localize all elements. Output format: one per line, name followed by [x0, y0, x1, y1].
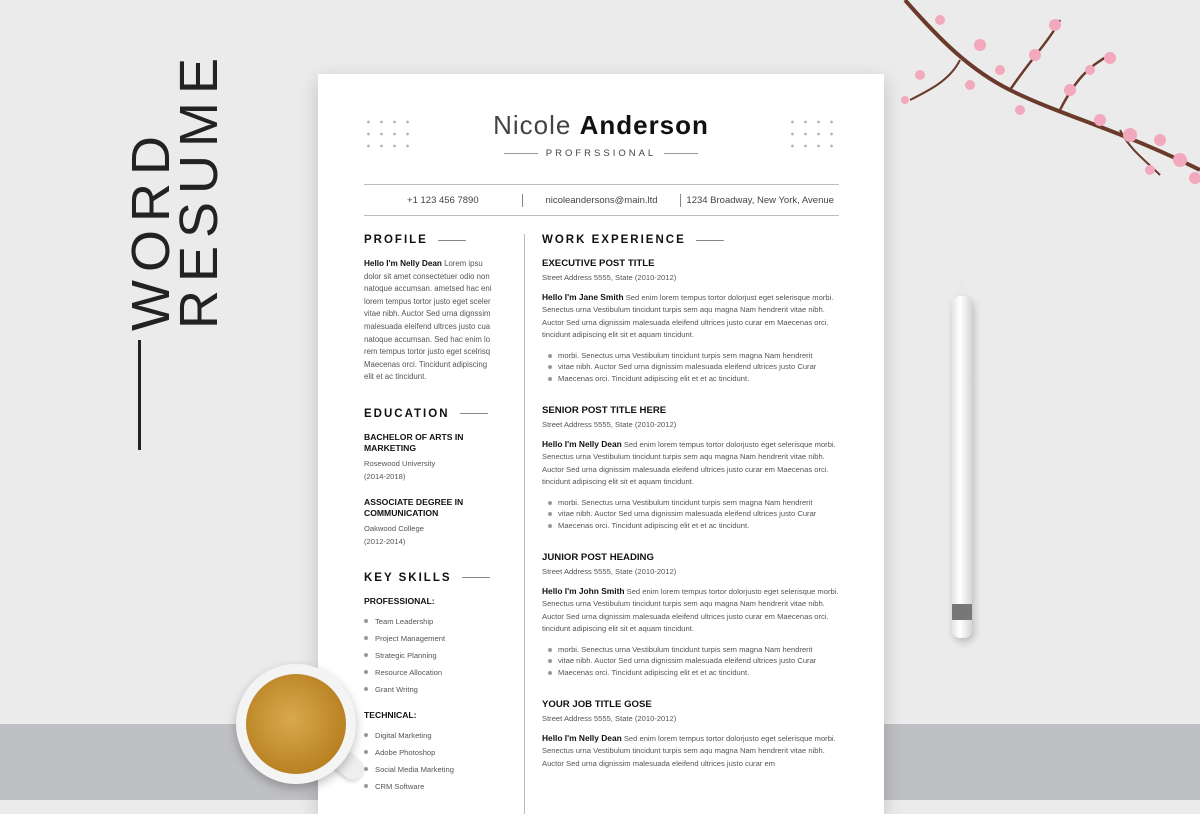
profile-text [364, 258, 498, 384]
side-divider [138, 340, 141, 450]
stylus-tip [955, 278, 969, 298]
resume-page [318, 74, 884, 814]
years: (2014-2018) [364, 471, 406, 481]
column-divider [524, 234, 525, 814]
degree-title: BACHELOR OF ARTS IN MARKETING [364, 431, 464, 454]
address: 1234 Broadway, New York, Avenue [686, 194, 834, 206]
skill-item: CRM Software [364, 778, 498, 795]
job-title: EXECUTIVE POST TITLE [542, 258, 655, 269]
cherry-blossom-branch [860, 0, 1200, 200]
job-bullets [542, 350, 842, 385]
stylus-pencil [952, 296, 972, 638]
years: (2012-2014) [364, 536, 406, 546]
skills-heading: KEY SKILLS [364, 572, 498, 584]
job-bullet: vitae nibh. Auctor Sed urna dignissim malesuada eleifend ultrices justo Curar [558, 361, 842, 373]
first-name: Nicole [493, 110, 572, 140]
school: Rosewood University [364, 458, 436, 468]
skill-item: Digital Marketing [364, 727, 498, 744]
last-name: Anderson [579, 110, 709, 140]
email: nicoleandersons@main.ltd [545, 194, 658, 206]
job-bullet: morbi. Senectus urna Vestibulum tincidunt turpis sem magna Nam hendrerit [558, 497, 842, 509]
job-description [542, 732, 842, 770]
job-bullet: Maecenas orci. Tincidunt adipiscing elit et et ac tincidunt. [558, 520, 842, 532]
job-description [542, 438, 842, 489]
job-bullet: Maecenas orci. Tincidunt adipiscing elit et et ac tincidunt. [558, 373, 842, 385]
job-greeting: Hello I'm Nelly Dean [542, 733, 622, 744]
skill-item: Project Management [364, 630, 498, 647]
skill-item: Team Leadership [364, 613, 498, 630]
degree-title: ASSOCIATE DEGREE IN COMMUNICATION [364, 496, 464, 519]
job-title: SENIOR POST TITLE HERE [542, 405, 667, 417]
skill-item: Grant Writng [364, 681, 498, 698]
skill-item: Strategic Planning [364, 647, 498, 664]
candidate-subtitle [318, 148, 884, 159]
contact-bar [364, 184, 839, 216]
job-bullet: morbi. Senectus urna Vestibulum tincidunt turpis sem magna Nam hendrerit [558, 644, 842, 656]
education-item [364, 432, 498, 483]
job-greeting: Hello I'm John Smith [542, 586, 625, 597]
professional-skills-label: PROFESSIONAL: [364, 595, 435, 606]
job-title: JUNIOR POST HEADING [542, 552, 654, 564]
left-column [364, 234, 498, 795]
resume-label: RESUME [169, 49, 229, 329]
job-bullet: vitae nibh. Auctor Sed urna dignissim malesuada eleifend ultrices justo Curar [558, 508, 842, 520]
stylus-band [952, 604, 972, 620]
job-desc-text: Sed enim lorem tempus tortor dolorjust eget selerisque morbi. Senectus urna Vestibulum tincidunt turpis sem aqu magna Nam hendrerit vitae nibh. Auctor Sed urna dignissim malesuada eleifend ultrices justo curar em Maecenas orci. tincidunt adipiscing elit sit et aquam tincidunt. [542, 293, 834, 340]
job-entry [542, 405, 842, 532]
job-title: YOUR JOB TITLE GOSE [542, 699, 652, 711]
job-bullet: morbi. Senectus urna Vestibulum tincidunt turpis sem magna Nam hendrerit [558, 350, 842, 362]
education-item [364, 497, 498, 548]
job-address: Street Address 5555, State (2010-2012) [542, 273, 677, 282]
profile-heading: PROFILE [364, 234, 498, 246]
job-bullets [542, 497, 842, 532]
profile-body: Lorem ipsu dolor sit amet consectetuer odio non natoque accumsan. ametsed hac eni lorem tempus tortor justo eget sceler vitae nibh. Auctor Sed urna dignssim malesuada eleifend ultrces justo cua natoque accumsan. Sed hac enim lo rem tempus tortor justo eget scelrisq Maecenas orci. Tincidunt adipiscing elit et ac tincidunt. [364, 259, 492, 382]
job-greeting: Hello I'm Jane Smith [542, 292, 624, 302]
candidate-name [318, 110, 884, 141]
job-address: Street Address 5555, State (2010-2012) [542, 714, 677, 724]
job-entry [542, 552, 842, 679]
word-label: WORD [121, 128, 181, 331]
job-entry [542, 699, 842, 770]
skill-item: Social Media Marketing [364, 761, 498, 778]
right-column [542, 234, 842, 770]
job-bullet: vitae nibh. Auctor Sed urna dignissim malesuada eleifend ultrices justo Curar [558, 655, 842, 667]
job-description [542, 585, 842, 636]
job-address: Street Address 5555, State (2010-2012) [542, 567, 677, 577]
technical-skills-label: TECHNICAL: [364, 709, 417, 720]
profile-greeting: Hello I'm Nelly Dean [364, 259, 442, 268]
job-desc-text: Sed enim lorem tempus tortor dolorjusto eget selerisque morbi. Senectus urna Vestibulum tincidunt turpis sem aqu magna Nam hendrerit vitae nibh. Auctor Sed urna dignissim malesuada eleifend ultrices justo curar em [542, 734, 836, 768]
education-heading: EDUCATION [364, 408, 498, 420]
subtitle-text: PROFRSSIONAL [545, 148, 657, 159]
experience-heading: WORK EXPERIENCE [542, 234, 842, 246]
job-greeting: Hello I'm Nelly Dean [542, 439, 622, 450]
job-desc-text: Sed enim lorem tempus tortor dolorjusto eget selerisque morbi. Senectus urna Vestibulum tincidunt turpis sem aqu magna Nam hendrerit vitae nibh. Auctor Sed urna dignissim malesuada eleifend ultrices justo curar em Maecenas orci. tincidunt adipiscing elit sit et aquam tincidunt. [542, 587, 839, 634]
school: Oakwood College [364, 523, 424, 533]
coffee-cup [236, 664, 356, 784]
job-description [542, 291, 842, 342]
job-desc-text: Sed enim lorem tempus tortor dolorjusto eget selerisque morbi. Senectus urna Vestibulum tincidunt turpis sem aqu magna Nam hendrerit vitae nibh. Auctor Sed urna dignissim malesuada eleifend ultrices justo curar em Maecenas orci. tincidunt adipiscing elit sit et aquam tincidunt. [542, 440, 836, 487]
side-title [0, 0, 260, 800]
coffee [246, 674, 346, 774]
phone: +1 123 456 7890 [407, 194, 479, 206]
skill-item: Adobe Photoshop [364, 744, 498, 761]
job-entry [542, 258, 842, 385]
job-address: Street Address 5555, State (2010-2012) [542, 420, 677, 430]
job-bullet: Maecenas orci. Tincidunt adipiscing elit et et ac tincidunt. [558, 667, 842, 679]
skill-item: Resource Allocation [364, 664, 498, 681]
job-bullets [542, 644, 842, 679]
